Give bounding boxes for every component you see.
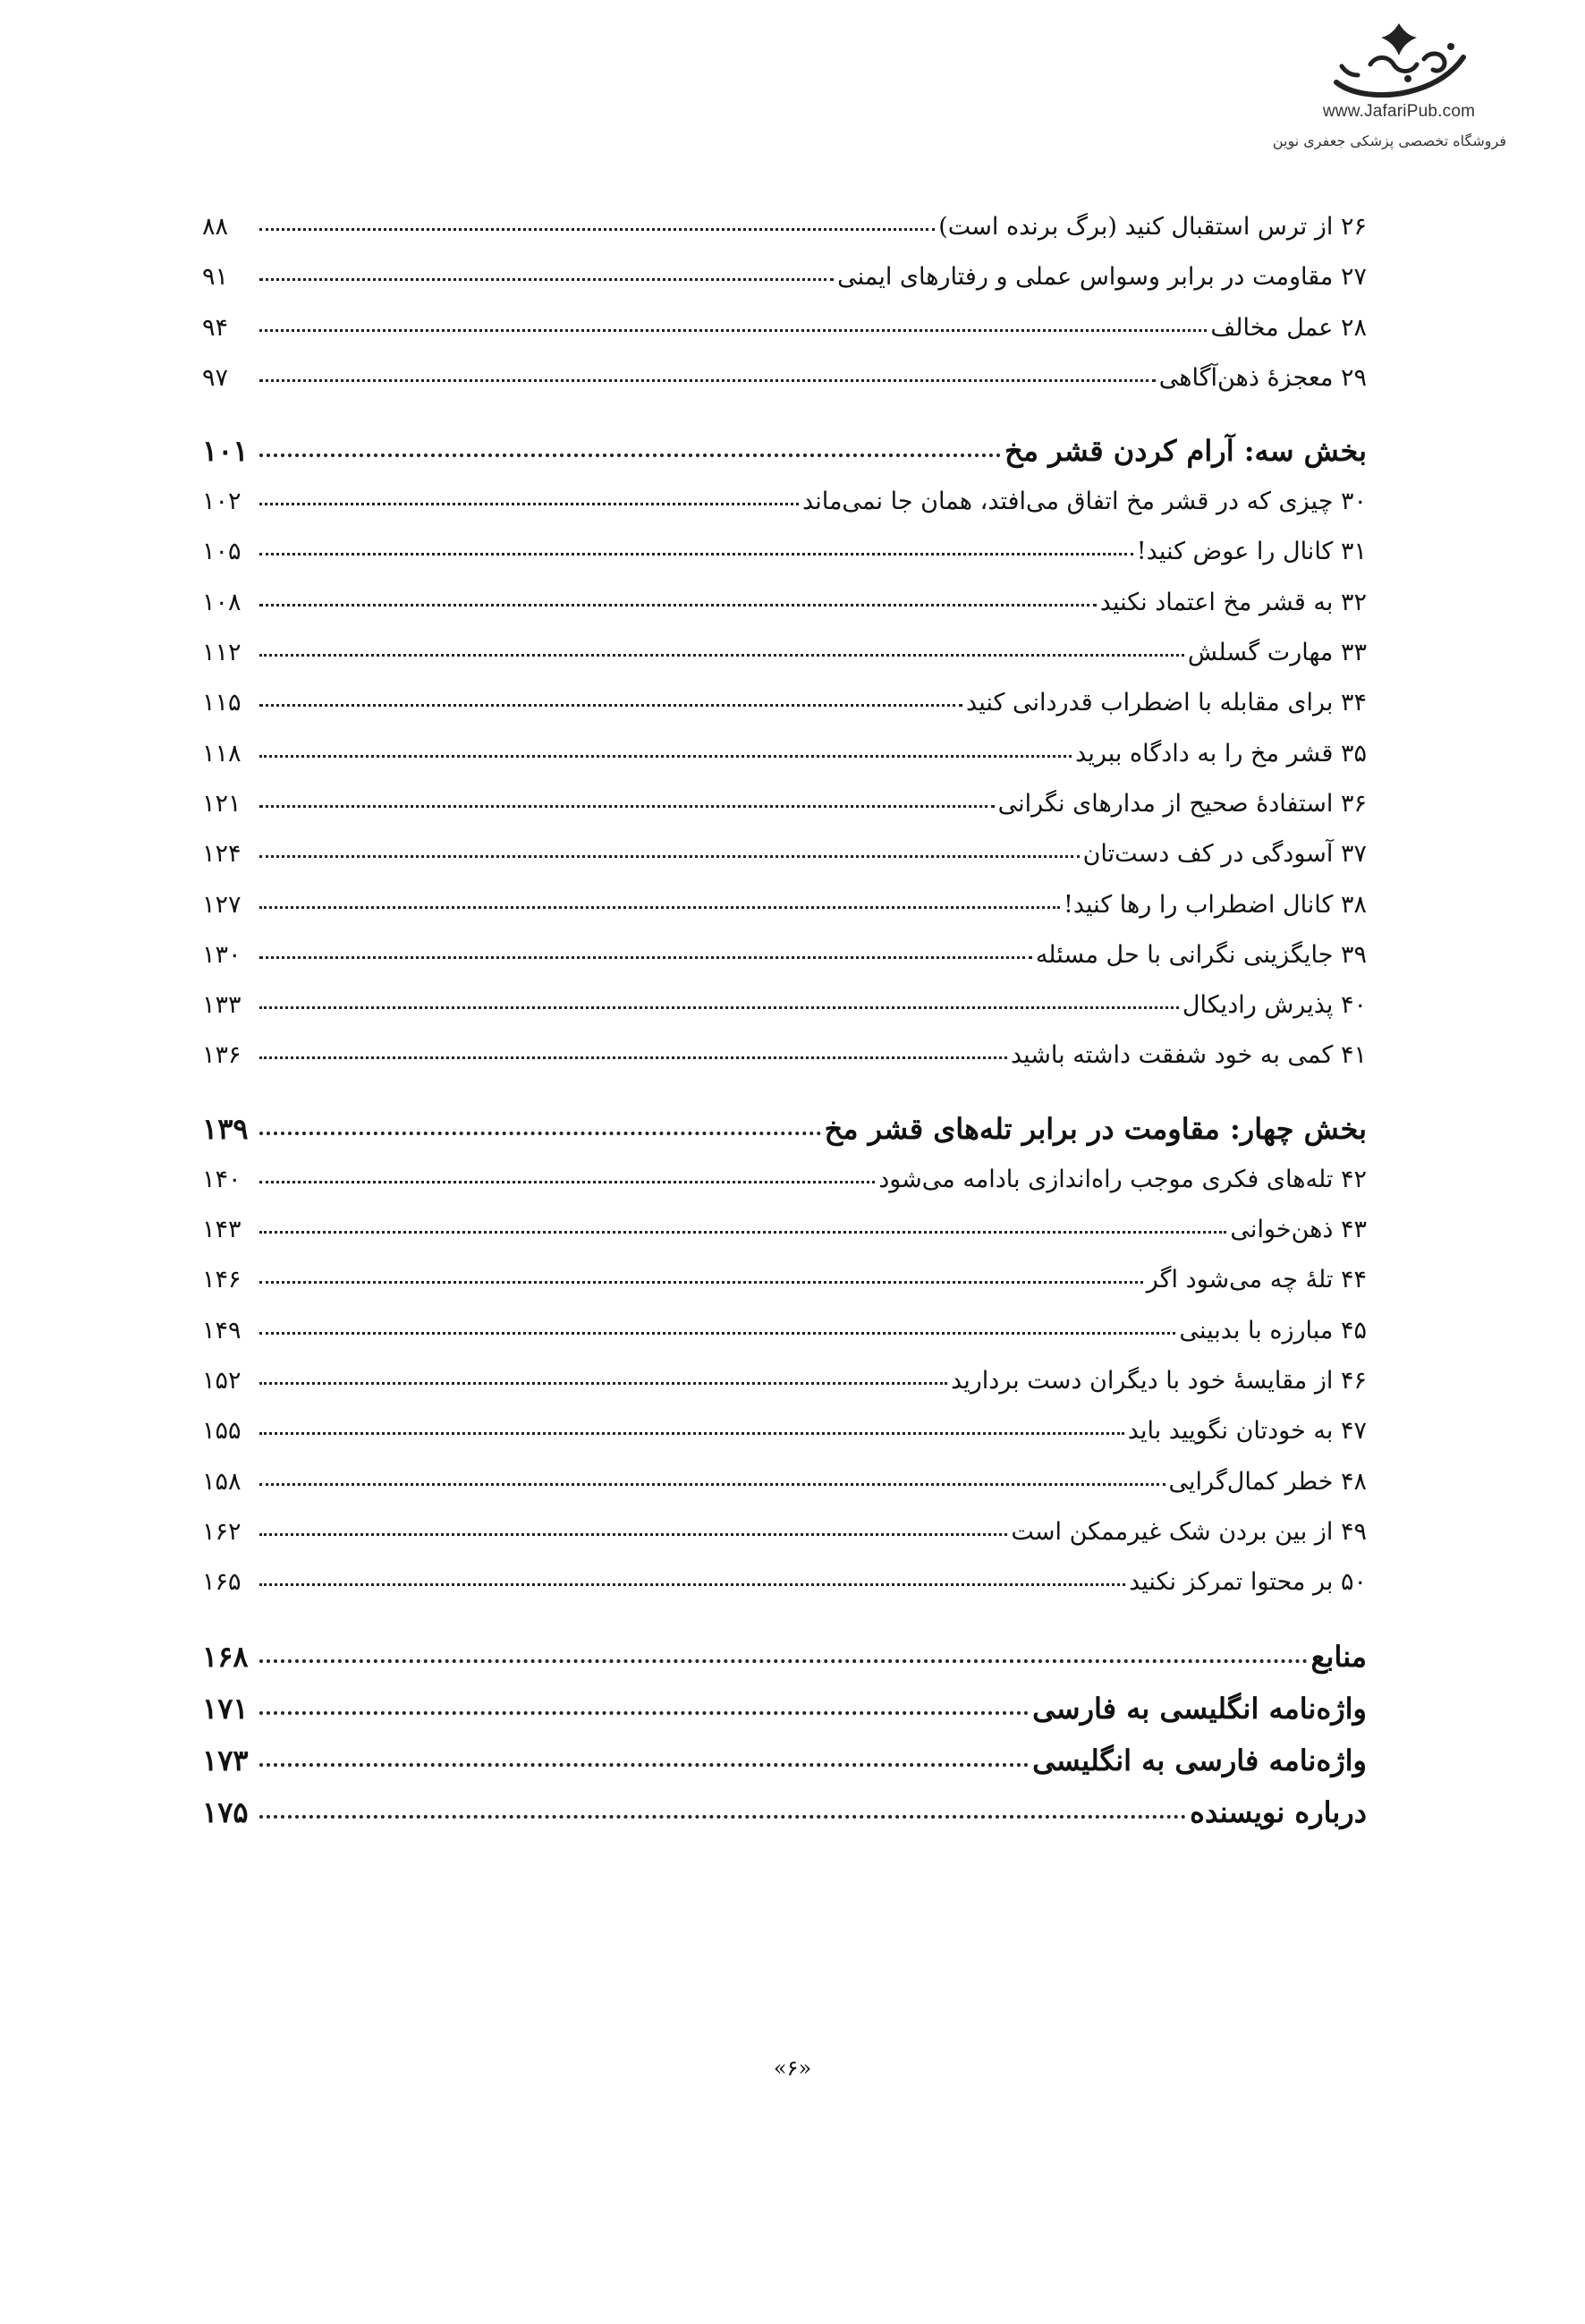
toc-entry xyxy=(202,1216,1367,1266)
dot-leader xyxy=(259,1583,1125,1586)
toc-entry xyxy=(202,639,1367,689)
toc-page-number: ۱۴۶ xyxy=(202,1266,242,1294)
toc-page-number: ۱۷۵ xyxy=(202,1795,249,1830)
dot-leader xyxy=(259,1533,1007,1536)
toc-page-number: ۱۶۲ xyxy=(202,1517,242,1546)
toc-entry xyxy=(202,589,1367,639)
toc-title: ۳۲ به قشر مخ اعتماد نکنید xyxy=(1099,588,1367,616)
toc-title: ۴۷ به خودتان نگویید باید xyxy=(1127,1417,1367,1446)
dot-leader xyxy=(259,1006,1179,1009)
dot-leader xyxy=(259,1281,1143,1284)
dot-leader xyxy=(259,1659,1308,1663)
logo-caption: فروشگاه تخصصی پزشکی جعفری نوین xyxy=(1272,132,1506,149)
toc-entry xyxy=(202,1468,1367,1518)
dot-leader xyxy=(259,1382,947,1385)
toc-page-number: ۱۴۰ xyxy=(202,1165,242,1193)
toc-title: ۲۷ مقاومت در برابر وسواس عملی و رفتارهای ایمنی xyxy=(837,263,1367,292)
dot-leader xyxy=(259,1231,1226,1234)
toc-page-number: ۱۰۸ xyxy=(202,588,242,616)
toc-title: بخش چهار: مقاومت در برابر تله‌های قشر مخ xyxy=(824,1111,1367,1146)
dot-leader xyxy=(259,1483,1165,1486)
toc-entry xyxy=(202,538,1367,588)
dot-leader xyxy=(259,228,935,231)
toc-entry xyxy=(202,1266,1367,1316)
toc-title: ۴۹ از بین بردن شک غیرممکن است xyxy=(1011,1517,1367,1546)
toc-backmatter-item xyxy=(202,1618,1367,1692)
toc-page-number: ۱۷۱ xyxy=(202,1692,249,1726)
toc-page-number: ۱۴۳ xyxy=(202,1216,242,1244)
toc-page-number: ۱۱۵ xyxy=(202,689,242,717)
toc-entry xyxy=(202,1166,1367,1216)
toc-entry xyxy=(202,991,1367,1041)
toc-page-number: ۹۱ xyxy=(202,263,229,292)
dot-leader xyxy=(259,454,1001,457)
toc-title: درباره نویسنده xyxy=(1190,1795,1367,1830)
toc-page-number: ۱۶۸ xyxy=(202,1640,249,1675)
dot-leader xyxy=(259,329,1207,332)
toc-title: ۳۳ مهارت گسلش xyxy=(1187,639,1367,667)
toc-page-number: ۱۱۲ xyxy=(202,639,242,667)
dot-leader xyxy=(259,1181,875,1183)
toc-page-number: ۱۳۰ xyxy=(202,940,242,969)
toc-title: منابع xyxy=(1310,1640,1367,1675)
toc-entry xyxy=(202,840,1367,890)
dot-leader xyxy=(259,805,995,808)
dot-leader xyxy=(259,1711,1029,1715)
toc-title: ۳۶ استفادهٔ صحیح از مدارهای نگرانی xyxy=(997,789,1367,818)
toc-title: ۲۹ معجزهٔ ذهن‌آگاهی xyxy=(1158,363,1367,392)
toc-title: ۴۴ تلهٔ چه می‌شود اگر xyxy=(1146,1266,1367,1294)
toc-page-number: ۱۱۸ xyxy=(202,739,242,768)
toc-entry xyxy=(202,891,1367,941)
toc-entry xyxy=(202,1417,1367,1467)
toc-entry xyxy=(202,488,1367,538)
toc-title: ۳۷ آسودگی در کف دست‌تان xyxy=(1082,840,1367,869)
toc-page-number: ۱۲۴ xyxy=(202,840,242,869)
dot-leader xyxy=(259,855,1080,858)
toc-title: ۴۲ تله‌های فکری موجب راه‌اندازی بادامه می‌شود xyxy=(878,1165,1367,1193)
toc-page-number: ۱۵۸ xyxy=(202,1467,242,1496)
toc-title: ۴۶ از مقایسهٔ خود با دیگران دست بردارید xyxy=(951,1366,1367,1395)
toc-entry xyxy=(202,941,1367,991)
toc-title: ۴۸ خطر کمال‌گرایی xyxy=(1168,1467,1367,1496)
toc-title: واژه‌نامه فارسی به انگلیسی xyxy=(1032,1743,1367,1778)
toc-title: ۳۹ جایگزینی نگرانی با حل مسئله xyxy=(1035,940,1367,969)
toc-entry xyxy=(202,689,1367,739)
dot-leader xyxy=(259,755,1072,758)
toc-section-heading xyxy=(202,1092,1367,1166)
toc-page-number: ۱۳۶ xyxy=(202,1041,242,1070)
toc-title: ۴۱ کمی به خود شفقت داشته باشید xyxy=(1010,1041,1367,1070)
toc-backmatter-item xyxy=(202,1743,1367,1795)
toc-entry xyxy=(202,790,1367,840)
dot-leader xyxy=(259,278,834,281)
toc-page-number: ۱۰۱ xyxy=(202,434,249,469)
toc-page-number: ۱۰۲ xyxy=(202,488,242,516)
toc-entry xyxy=(202,263,1367,313)
toc-entry xyxy=(202,1041,1367,1091)
toc-entry xyxy=(202,1317,1367,1367)
toc-title: ۳۰ چیزی که در قشر مخ اتفاق می‌افتد، همان جا نمی‌ماند xyxy=(802,488,1367,516)
toc-title: ۳۴ برای مقابله با اضطراب قدردانی کنید xyxy=(966,689,1367,717)
logo-url: www.JafariPub.com xyxy=(1322,102,1476,121)
dot-leader xyxy=(259,906,1060,909)
toc-page-number: ۱۴۹ xyxy=(202,1316,242,1344)
toc-entry xyxy=(202,213,1367,263)
publisher-logo xyxy=(1272,20,1506,149)
toc-title: ۲۶ از ترس استقبال کنید (برگ برنده است) xyxy=(938,213,1367,241)
dot-leader xyxy=(259,704,962,707)
toc-title: ۲۸ عمل مخالف xyxy=(1210,313,1367,342)
dot-leader xyxy=(259,1763,1029,1767)
toc-title: بخش سه: آرام کردن قشر مخ xyxy=(1004,434,1367,469)
calligraphy-logo-icon xyxy=(1318,20,1479,102)
dot-leader xyxy=(259,1332,1175,1335)
toc-backmatter-item xyxy=(202,1692,1367,1743)
toc-page-number: ۱۵۵ xyxy=(202,1417,242,1446)
table-of-contents xyxy=(202,213,1367,1847)
toc-entry xyxy=(202,314,1367,364)
toc-page-number: ۹۷ xyxy=(202,363,229,392)
dot-leader xyxy=(259,1132,821,1135)
dot-leader xyxy=(259,956,1032,959)
dot-leader xyxy=(259,1056,1007,1059)
dot-leader xyxy=(259,1432,1124,1435)
toc-page-number: ۱۵۲ xyxy=(202,1366,242,1395)
toc-page-number: ۱۳۹ xyxy=(202,1111,249,1146)
toc-page-number: ۱۲۷ xyxy=(202,890,242,919)
page-number: «۶» xyxy=(773,2056,812,2081)
toc-page-number: ۸۸ xyxy=(202,213,229,241)
toc-title: ۳۸ کانال اضطراب را رها کنید! xyxy=(1064,890,1367,919)
toc-title: ۳۱ کانال را عوض کنید! xyxy=(1136,538,1367,566)
toc-entry xyxy=(202,364,1367,414)
toc-backmatter-item xyxy=(202,1795,1367,1847)
toc-title: واژه‌نامه انگلیسی به فارسی xyxy=(1032,1692,1367,1726)
toc-page-number: ۱۲۱ xyxy=(202,789,242,818)
toc-entry xyxy=(202,1568,1367,1618)
dot-leader xyxy=(259,503,799,505)
dot-leader xyxy=(259,553,1133,556)
toc-entry xyxy=(202,740,1367,790)
dot-leader xyxy=(259,604,1097,606)
toc-page-number: ۹۴ xyxy=(202,313,229,342)
toc-title: ۴۰ پذیرش رادیکال xyxy=(1182,991,1367,1020)
dot-leader xyxy=(259,1815,1186,1819)
toc-entry xyxy=(202,1367,1367,1417)
toc-title: ۳۵ قشر مخ را به دادگاه ببرید xyxy=(1075,739,1367,768)
toc-entry xyxy=(202,1518,1367,1568)
toc-page-number: ۱۷۳ xyxy=(202,1743,249,1778)
toc-page-number: ۱۳۳ xyxy=(202,991,242,1020)
toc-title: ۵۰ بر محتوا تمرکز نکنید xyxy=(1129,1568,1367,1597)
toc-page-number: ۱۶۵ xyxy=(202,1568,242,1597)
toc-title: ۴۳ ذهن‌خوانی xyxy=(1230,1216,1367,1244)
toc-section-heading xyxy=(202,414,1367,488)
toc-title: ۴۵ مبارزه با بدبینی xyxy=(1179,1316,1367,1344)
dot-leader xyxy=(259,654,1184,657)
dot-leader xyxy=(259,379,1156,382)
toc-page-number: ۱۰۵ xyxy=(202,538,242,566)
